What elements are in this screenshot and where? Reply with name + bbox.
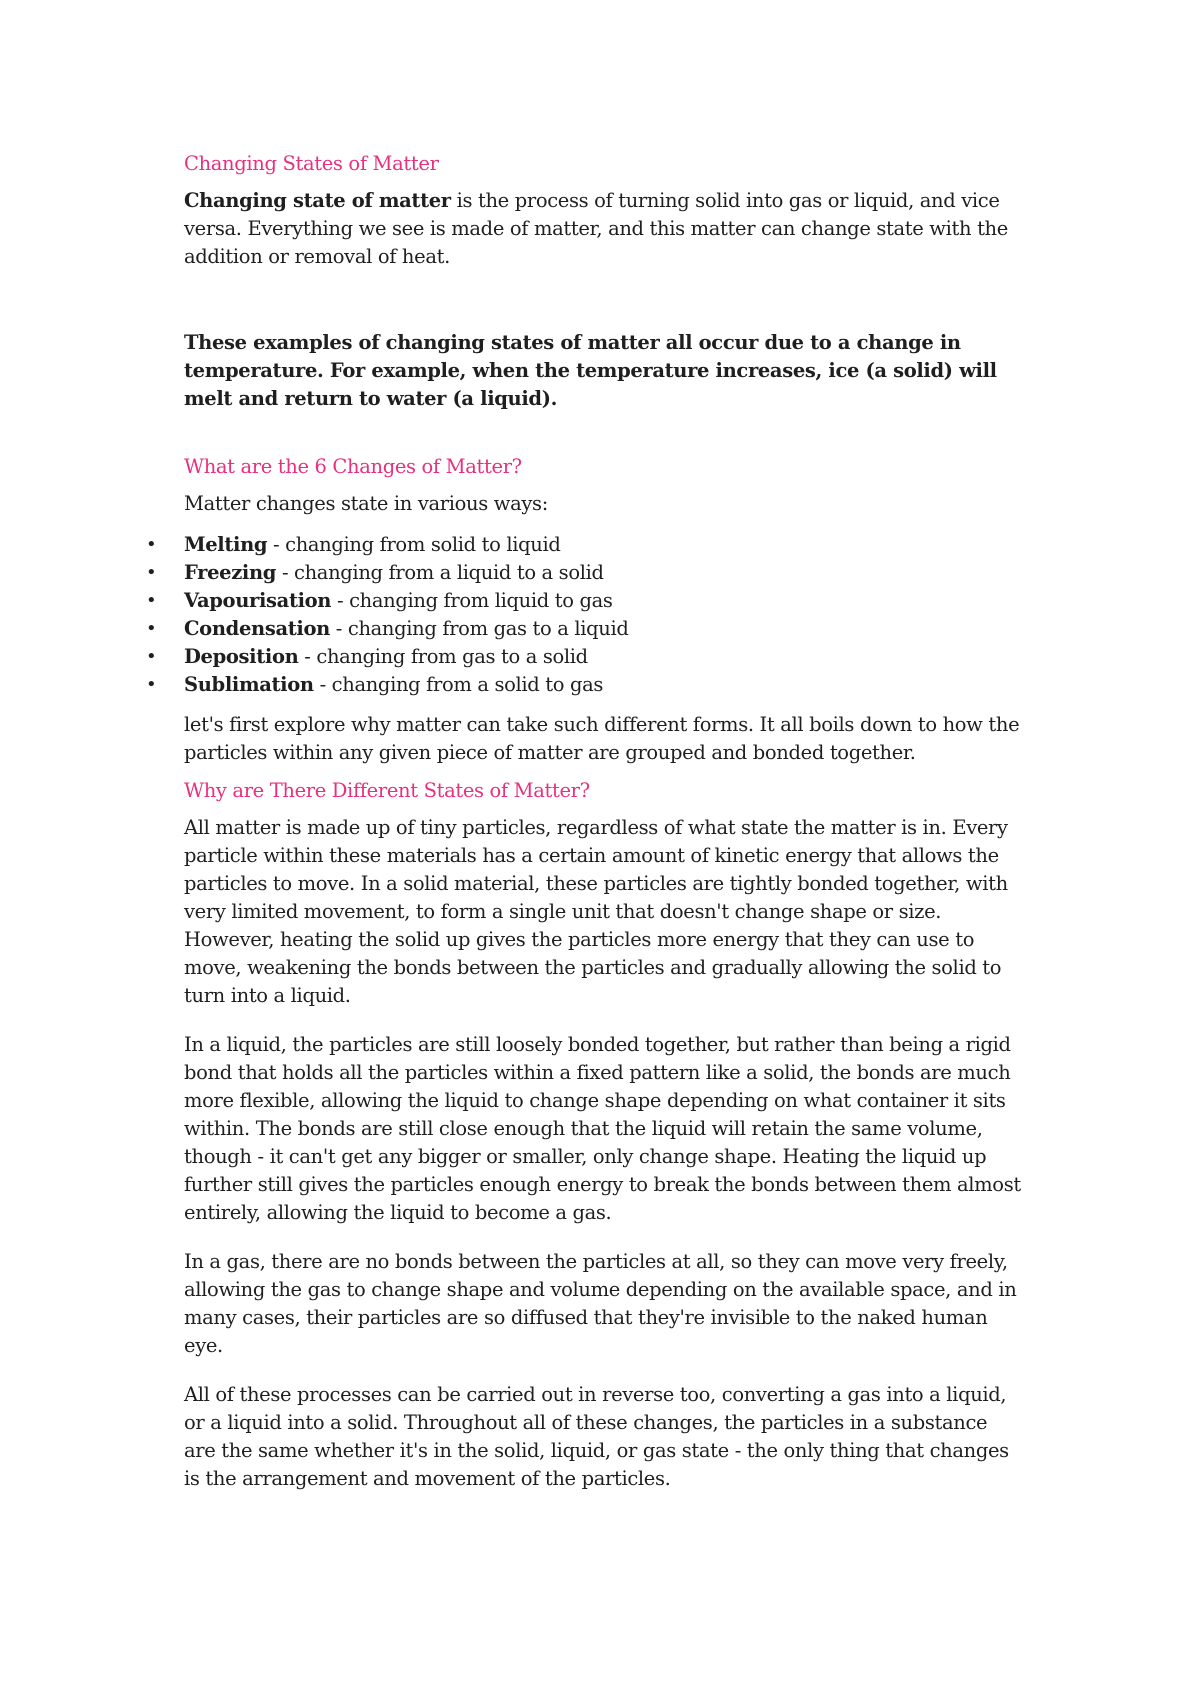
changes-list [146,531,1024,699]
example-paragraph: These examples of changing states of matter all occur due to a change in temperature. For example, when the temperature increases, ice (a solid) will melt and return to water (a liquid). [184,331,997,410]
bullet-icon: • [146,534,157,555]
list-item-desc: - changing from solid to liquid [267,533,561,556]
bullet-icon: • [146,590,157,611]
why-paragraph-1: All matter is made up of tiny particles, regardless of what state the matter is in. Every particle within these materials has a certain amount of kinetic energy that allows the particles to move. In a solid material, these particles are tightly bonded together, with very limited movement, to form a single unit that doesn't change shape or size. However, heating the solid up gives the particles more energy that they can use to move, weakening the bonds between the particles and gradually allowing the solid to turn into a liquid. [184,816,1008,1007]
changes-lead: Matter changes state in various ways: [184,492,548,515]
list-item [146,531,1024,559]
list-item [146,559,1024,587]
intro-text: is the process of turning solid into gas or liquid, and vice versa. Everything we see is made of matter, and this matter can change state with the addition or removal of heat. [184,189,1008,268]
intro-paragraph [184,187,1024,271]
bullet-icon: • [146,646,157,667]
list-item-term: Melting [184,533,268,556]
document-title: Changing States of Matter [184,152,439,175]
bullet-icon: • [146,674,157,695]
why-paragraph-4: All of these processes can be carried out in reverse too, converting a gas into a liquid, or a liquid into a solid. Throughout all of these changes, the particles in a substance are the same whether it's in the solid, liquid, or gas state - the only thing that changes is the arrangement and movement of the particles. [184,1383,1009,1490]
document-page [146,150,1024,1514]
bullet-icon: • [146,562,157,583]
list-item-term: Sublimation [184,673,314,696]
section-heading-why: Why are There Different States of Matter? [184,779,590,802]
list-item-desc: - changing from a solid to gas [313,673,604,696]
why-paragraph-3: In a gas, there are no bonds between the particles at all, so they can move very freely, allowing the gas to change shape and volume depending on the available space, and in many cases, their particles are so diffused that they're invisible to the naked human eye. [184,1250,1017,1357]
list-item-term: Deposition [184,645,299,668]
list-item-desc: - changing from gas to a solid [298,645,588,668]
list-item-term: Vapourisation [184,589,332,612]
list-item-term: Freezing [184,561,277,584]
bullet-icon: • [146,618,157,639]
list-item [146,587,1024,615]
list-item-term: Condensation [184,617,330,640]
why-paragraph-2: In a liquid, the particles are still loosely bonded together, but rather than being a rigid bond that holds all the particles within a fixed pattern like a solid, the bonds are much more flexible, allowing the liquid to change shape depending on what container it sits within. The bonds are still close enough that the liquid will retain the same volume, though - it can't get any bigger or smaller, only change shape. Heating the liquid up further still gives the particles enough energy to break the bonds between them almost entirely, allowing the liquid to become a gas. [184,1033,1021,1224]
list-item [146,643,1024,671]
list-item-desc: - changing from gas to a liquid [329,617,629,640]
list-item [146,671,1024,699]
intro-term: Changing state of matter [184,189,451,212]
list-item [146,615,1024,643]
explore-paragraph: let's first explore why matter can take such different forms. It all boils down to how the particles within any given piece of matter are grouped and bonded together. [184,713,1020,764]
list-item-desc: - changing from a liquid to a solid [276,561,604,584]
list-item-desc: - changing from liquid to gas [331,589,613,612]
section-heading-changes: What are the 6 Changes of Matter? [184,455,522,478]
